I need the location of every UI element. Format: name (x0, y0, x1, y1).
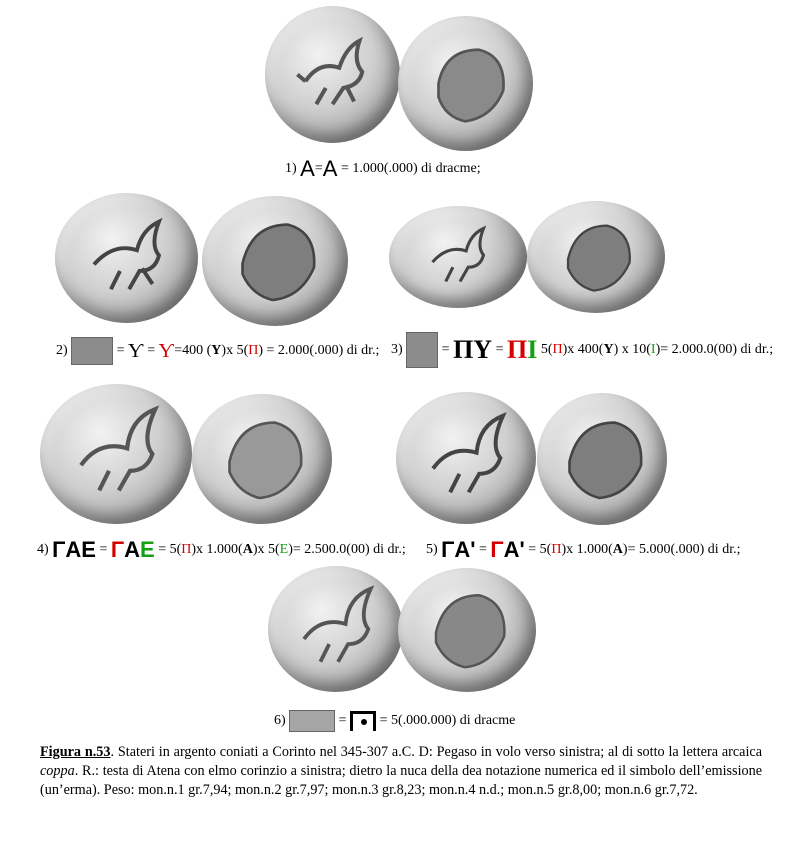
symbol-photo-thumbnail (71, 337, 113, 365)
symbol-glyph-red: Ƴ (158, 340, 175, 362)
coin-3-reverse (527, 201, 665, 313)
figure-description: Figura n.53. Stateri in argento coniati a Corinto nel 345-307 a.C. D: Pegaso in volo verso sinistra; al di sotto la lettera arcaica coppa. R.: testa di Atena con elmo corinzio a sinistra; dietro la nuca della dea notazione numerica ed il simbolo dell’emissione (un’erma). Peso: mon.n.1 gr.7,94; mon.n.2 gr.7,97; mon.n.3 gr.8,23; mon.n.4 n.d.; mon.n.5 gr.8,00; mon.n.6 gr.7,72. (40, 744, 763, 798)
caption-3: 3) = ΠY = ΠI 5(Π)x 400(Y) x 10(I)= 2.000.0(00) di dr.; (391, 332, 773, 368)
pegasus-icon (55, 193, 198, 323)
athena-head-icon (398, 16, 533, 151)
coin-3-obverse (389, 206, 527, 308)
letter-a-glyph: A (322, 156, 338, 181)
caption-6: 6) = = 5(.000.000) di dracme (274, 710, 515, 732)
pegasus-icon (396, 392, 536, 524)
symbol-glyph: ΓAE (52, 537, 96, 562)
figure-label: Figura n.53 (40, 744, 111, 760)
coin-2-reverse (202, 196, 348, 326)
coin-4-obverse (40, 384, 192, 524)
symbol-photo-thumbnail (406, 332, 438, 368)
caption-1: 1) A=A = 1.000(.000) di dracme; (285, 156, 481, 181)
pegasus-icon (268, 566, 403, 692)
square-dot-symbol-icon (350, 711, 376, 731)
caption-2: 2) = Ƴ = Ƴ=400 (Y)x 5(Π) = 2.000(.000) di dr.; (56, 337, 379, 365)
letter-a-glyph: A (300, 156, 315, 181)
coin-6-obverse (268, 566, 403, 692)
athena-head-icon (192, 394, 332, 524)
caption-4: 4) ΓAE = ΓAE = 5(Π)x 1.000(A)x 5(E)= 2.500.0(00) di dr.; (37, 537, 406, 562)
athena-head-icon (398, 568, 536, 692)
coin-1-obverse (265, 6, 400, 143)
pegasus-icon (40, 384, 192, 524)
symbol-glyph: ΠY (453, 335, 493, 364)
athena-head-icon (537, 393, 667, 525)
symbol-photo-thumbnail (289, 710, 335, 732)
coin-6-reverse (398, 568, 536, 692)
symbol-glyph: ΓA' (441, 537, 476, 562)
pegasus-icon (389, 206, 527, 308)
coin-5-obverse (396, 392, 536, 524)
symbol-glyph-colored: ΠI (506, 335, 538, 364)
symbol-glyph: Ƴ (128, 340, 144, 362)
athena-head-icon (527, 201, 665, 313)
athena-head-icon (202, 196, 348, 326)
pegasus-icon (265, 6, 400, 143)
symbol-glyph-colored: ΓA' (490, 537, 525, 562)
coin-1-reverse (398, 16, 533, 151)
symbol-glyph-colored: ΓAE (110, 537, 155, 562)
coin-5-reverse (537, 393, 667, 525)
coin-2-obverse (55, 193, 198, 323)
coin-4-reverse (192, 394, 332, 524)
caption-5: 5) ΓA' = ΓA' = 5(Π)x 1.000(A)= 5.000(.000) di dr.; (426, 537, 741, 562)
